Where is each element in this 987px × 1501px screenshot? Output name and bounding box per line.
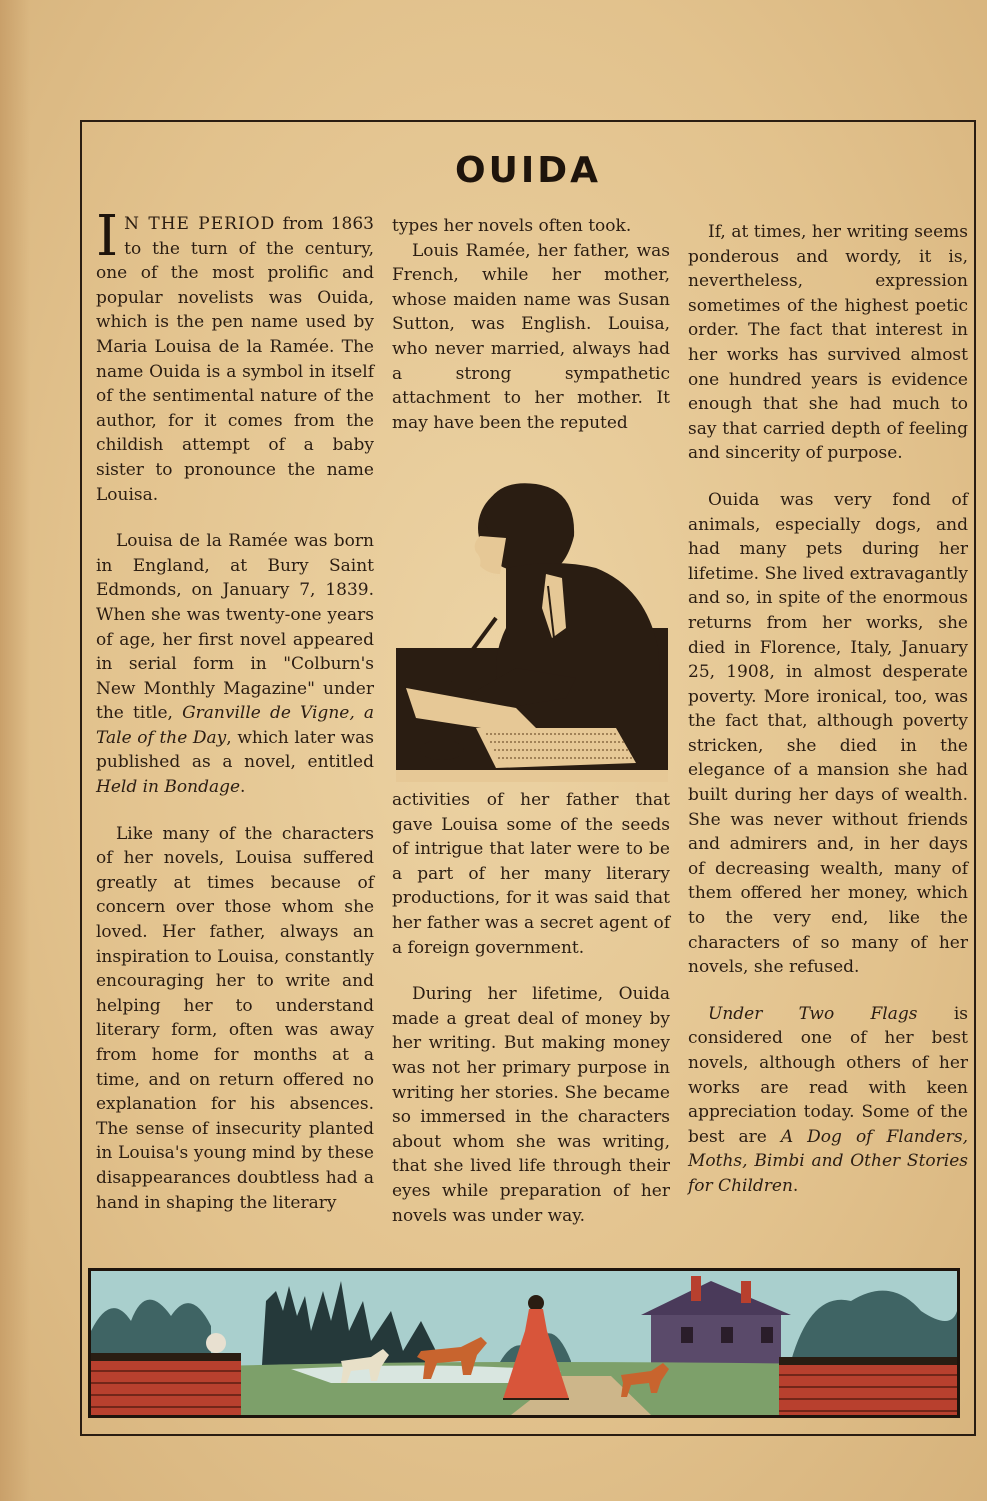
lead-in: N THE PERIOD [124, 214, 276, 234]
paragraph-money: During her lifetime, Ouida made a great deal of money by her writing. But making money was not her primary purpose in writing her stories. She became so immersed in the characters about whom she was writing, that she lived life through their eyes while preparation of her novels was under way. [392, 984, 670, 1226]
paragraph-animals: Ouida was very fond of animals, especially dogs, and had many pets during her lifetime. She lived extravagantly and so, in spite of the enormous returns from her works, she died in Florence, Italy, January 25, 1908, in almost desperate poverty. More ironical, too, was the fact that, although poverty stricken, she died in the elegance of a mansion she had built during her days of wealth. She was never without friends and admirers and, in her days of decreasing wealth, many of them offered her money, which to the very end, like the characters of so many of her novels, she refused. [688, 489, 968, 978]
paragraph-text: from 1863 to the turn of the century, one of the most prolific and popular novelists was Ouida, which is the pen name used by Maria Louisa de la Ramée. The name Ouida is a symbol in itself of the sentimental nature of the author, for it comes from the childish attempt of a baby sister to pronounce the name Louisa. [96, 214, 374, 505]
paragraph-birth: Louisa de la Ramée was born in England, at Bury Saint Edmonds, on January 7, 1839. When she was twenty-one years of age, her first novel appeared in serial form in "Colburn's New Monthly Magazine" under the title, Granville de Vigne, a Tale of the Day, which later was published as a novel, entitled Held in Bondage. [96, 531, 374, 798]
page-title: OUIDA [455, 150, 601, 191]
writing-woman-icon [396, 478, 668, 782]
column-2-bottom [392, 788, 670, 1250]
column-3 [688, 220, 968, 1221]
page-edge-shadow [0, 0, 30, 1501]
silhouette-illustration [396, 478, 668, 782]
book-title: Held in Bondage [96, 777, 241, 798]
column-1 [96, 204, 374, 1237]
landscape-banner [88, 1268, 960, 1418]
paragraph-intrigue: activities of her father that gave Louisa some of the seeds of intrigue that later were to be a part of her many literary productions, for it was said that her father was a secret agent of a foreign government. [392, 790, 670, 958]
column-2-top [392, 214, 670, 457]
book-title: A Dog of Flanders, Moths, Bimbi and Other Stories for Children [688, 1126, 968, 1196]
countryside-scene-icon [91, 1271, 957, 1415]
paragraph-style: If, at times, her writing seems ponderous and wordy, it is, nevertheless, expression sometimes of the highest poetic order. The fact that interest in her works has survived almost one hundred years is evidence enough that she had much to say that carried depth of feeling and sincerity of purpose. [688, 222, 968, 464]
paragraph-intro [96, 204, 374, 507]
paragraph-continued: types her novels often took. [392, 216, 632, 236]
paragraph-parents: Louis Ramée, her father, was French, while her mother, whose maiden name was Susan Sutton, was English. Louisa, who never married, always had a strong sympathetic attachment to her mother. It may have been the reputed [392, 240, 670, 433]
drop-cap: I [96, 204, 119, 269]
paragraph-works: Under Two Flags is considered one of her best novels, although others of her works are read with keen appreciation today. Some of the best are A Dog of Flanders, Moths, Bimbi and Other Stories for Children. [688, 1003, 968, 1196]
book-title: Granville de Vigne, a Tale of the Day [96, 703, 374, 748]
book-title: Under Two Flags [708, 1003, 918, 1024]
paragraph-father: Like many of the characters of her novels, Louisa suffered greatly at times because of concern over those whom she loved. Her father, always an inspiration to Louisa, constantly encouraging her to write and helping her to understand literary form, often was away from home for months at a time, and on return offered no explanation for his absences. The sense of insecurity planted in Louisa's young mind by these disappearances doubtless had a hand in shaping the literary [96, 823, 374, 1213]
